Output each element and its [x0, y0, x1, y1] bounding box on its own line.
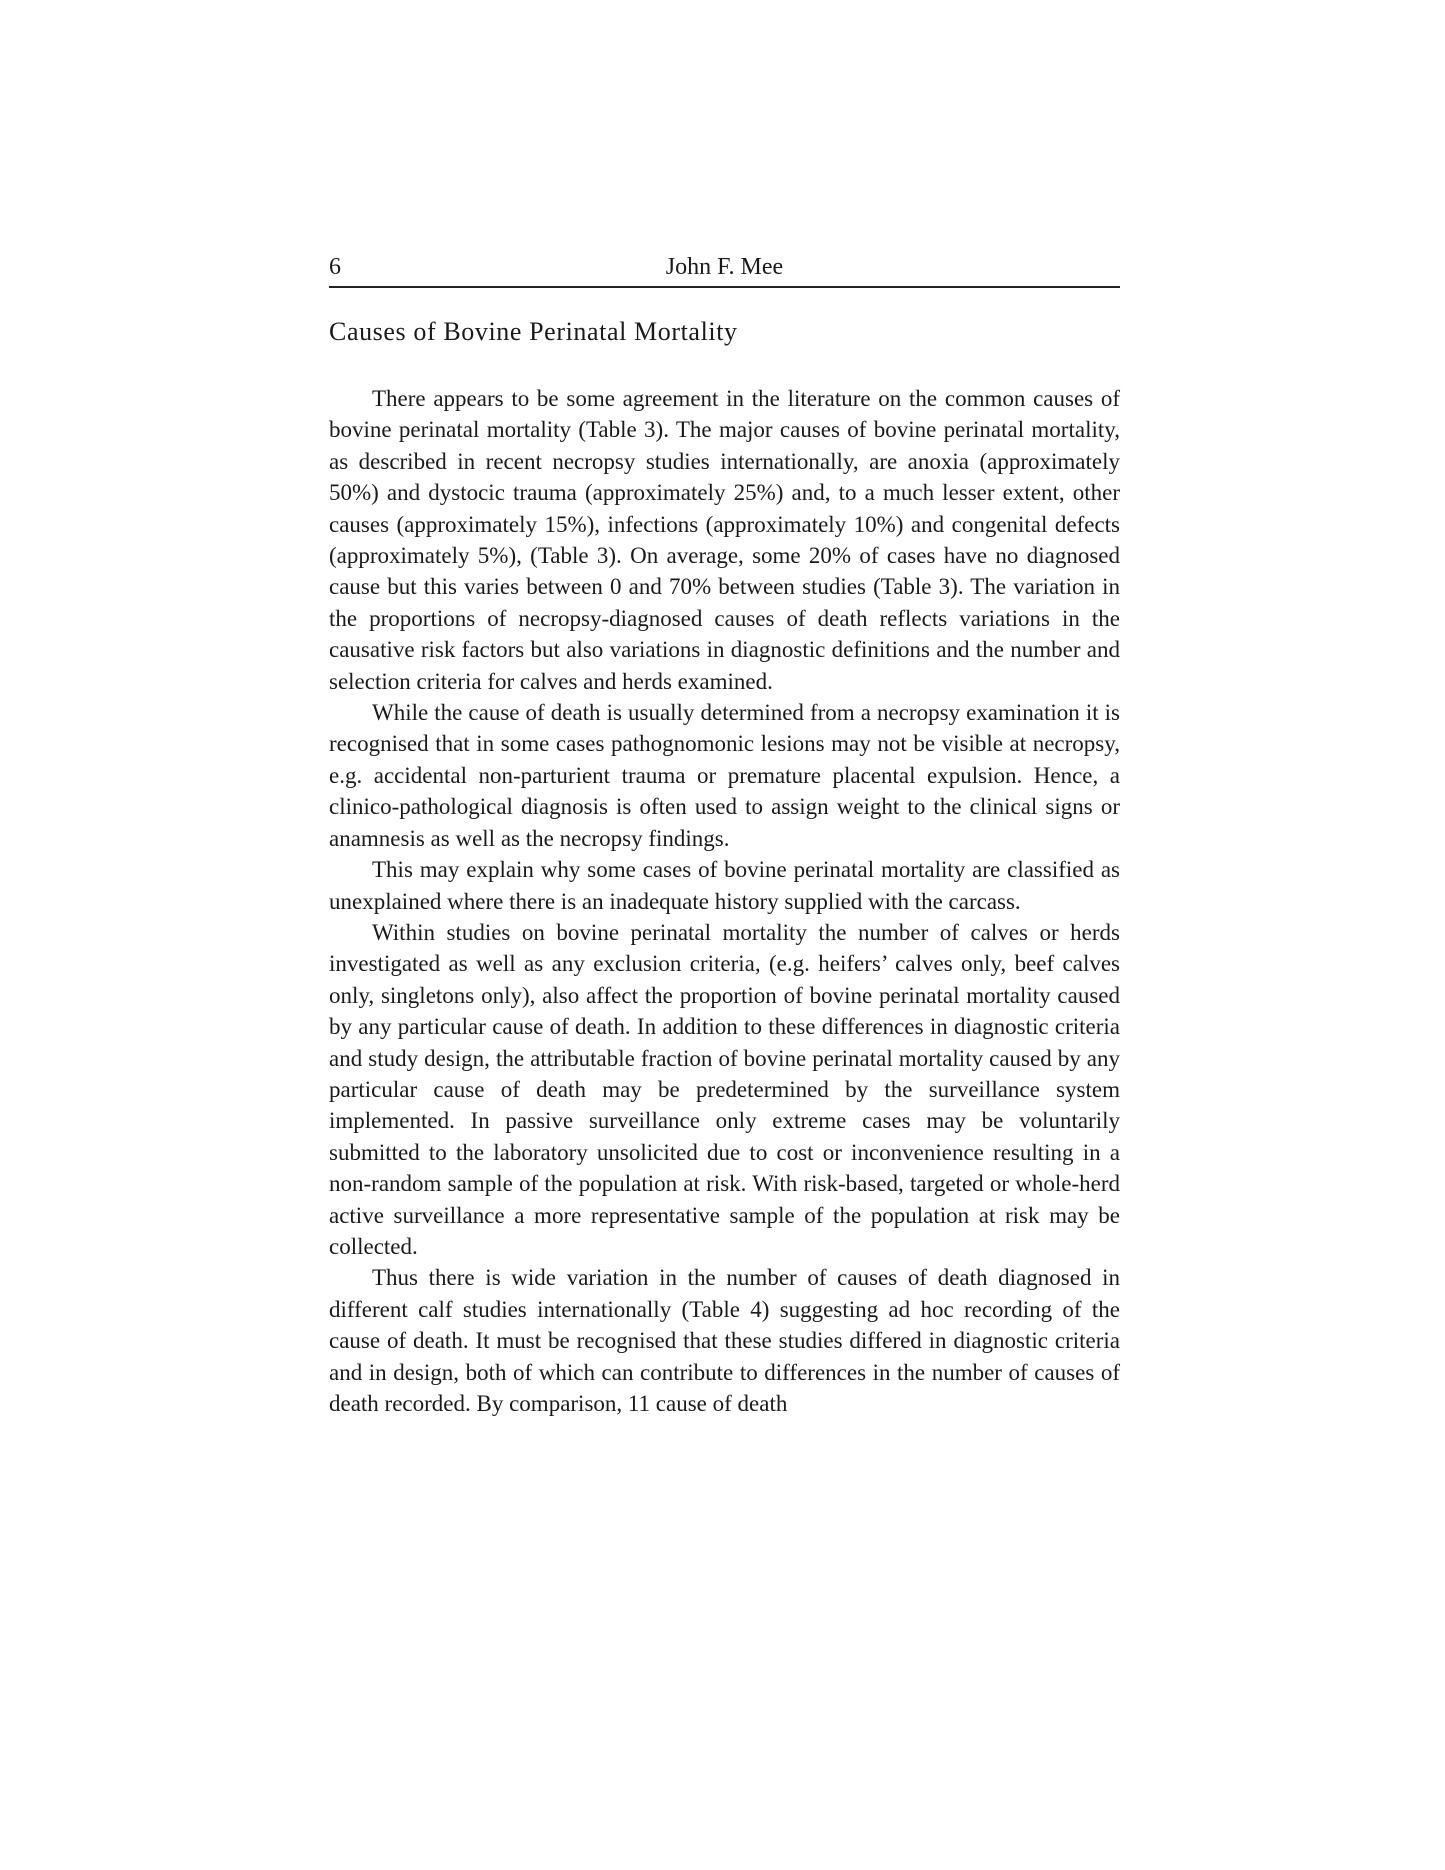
running-head-author: John F. Mee — [665, 254, 784, 280]
paragraph-study-design: Within studies on bovine perinatal mortality the number of calves or herds investigated as well as any exclusion criteria, (e.g. heifers’ calves only, beef calves only, singletons only), also affect the proportion of bovine perinatal mortality caused by any particular cause of death. In addition to these differences in diagnostic criteria and study design, the attributable fraction of bovine perinatal mortality caused by any particular cause of death may be predetermined by the surveillance system implemented. In passive surveillance only extreme cases may be voluntarily submitted to the laboratory unsolicited due to cost or inconvenience resulting in a non-random sample of the population at risk. With risk-based, targeted or whole-herd active surveillance a more representative sample of the population at risk may be collected. — [329, 919, 1120, 1259]
section-heading: Causes of Bovine Perinatal Mortality — [329, 317, 738, 346]
body-text — [329, 383, 1120, 1419]
paragraph-necropsy-diagnosis: While the cause of death is usually determined from a necropsy examination it is recognised that in some cases pathognomonic lesions may not be visible at necropsy, e.g. accidental non-parturient trauma or premature placental expulsion. Hence, a clinico-pathological diagnosis is often used to assign weight to the clinical signs or anamnesis as well as the necropsy findings. — [329, 700, 1120, 851]
page-number: 6 — [329, 254, 341, 280]
paragraph-unexplained-cases: This may explain why some cases of bovine perinatal mortality are classified as unexplained where there is an inadequate history supplied with the carcass. — [329, 857, 1120, 914]
document-page — [329, 250, 1120, 1419]
paragraph-causes-overview: There appears to be some agreement in the literature on the common causes of bovine perinatal mortality (Table 3). The major causes of bovine perinatal mortality, as described in recent necropsy studies internationally, are anoxia (approximately 50%) and dystocic trauma (approximately 25%) and, to a much lesser extent, other causes (approximately 15%), infections (approximately 10%) and congenital defects (approximately 5%), (Table 3). On average, some 20% of cases have no diagnosed cause but this varies between 0 and 70% between studies (Table 3). The variation in the proportions of necropsy-diagnosed causes of death reflects variations in the causative risk factors but also variations in diagnostic definitions and the number and selection criteria for calves and herds examined. — [329, 386, 1120, 694]
running-header — [329, 250, 1120, 288]
paragraph-variation-causes: Thus there is wide variation in the number of causes of death diagnosed in different calf studies internationally (Table 4) suggesting ad hoc recording of the cause of death. It must be recognised that these studies differed in diagnostic criteria and in design, both of which can contribute to differences in the number of causes of death recorded. By comparison, 11 cause of death — [329, 1265, 1120, 1416]
